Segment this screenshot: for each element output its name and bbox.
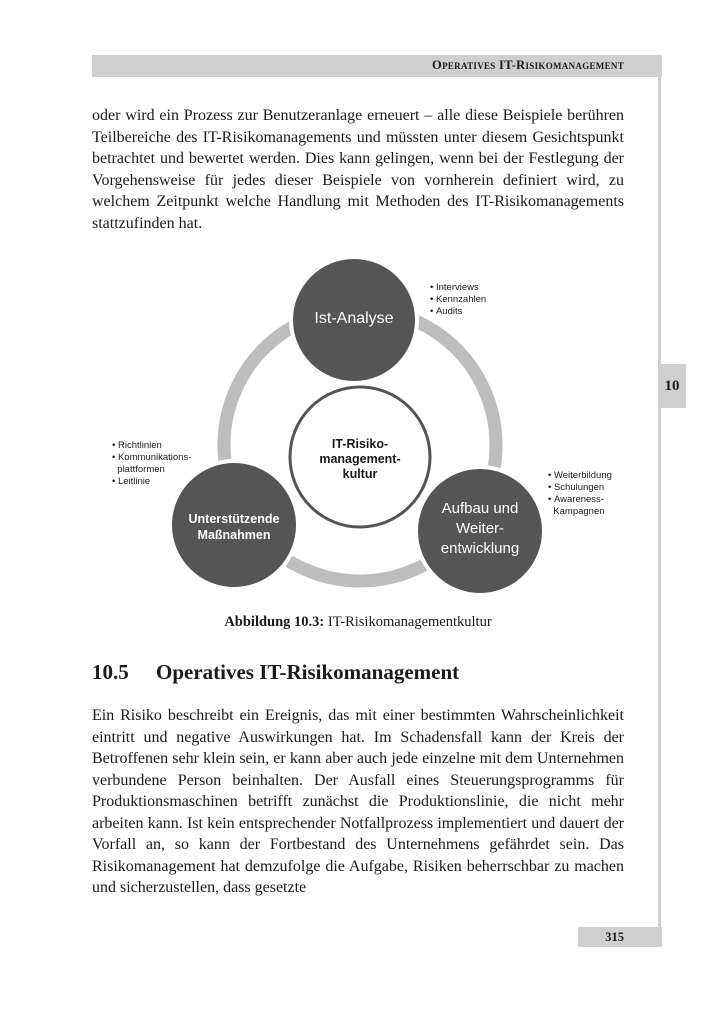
left-circle-label-line: Maßnahmen <box>197 528 271 542</box>
cycle-diagram-graphics <box>92 255 662 610</box>
bullet-item: • Awareness- <box>548 494 612 506</box>
figure-caption-prefix: Abbildung 10.3: <box>224 614 325 630</box>
top-bullet-list <box>430 282 486 318</box>
bullet-item: • Kommunikations- <box>112 452 191 464</box>
center-label-line: kultur <box>342 467 378 481</box>
bullet-item: • Interviews <box>430 282 486 294</box>
bullet-item-continuation: plattformen <box>117 464 165 475</box>
figure-caption-text: IT-Risikomanagementkultur <box>324 614 492 630</box>
running-header <box>92 55 662 77</box>
section-title: Operatives IT-Risikomanagement <box>156 660 460 684</box>
right-circle-label-line: Weiter- <box>455 520 505 537</box>
left-bullet-list <box>112 440 191 488</box>
body-paragraph: oder wird ein Prozess zur Benutzeranlage erneuert – alle diese Beispiele berühren Teilbereiche des IT-Risikomanagements und müssten unter diesem Gesichtspunkt betrachtet und bewertet werden. Dies kann gelingen, wenn bei der Festlegung der Vorgehensweise für jedes dieser Beispiele von vornherein definiert wird, zu welchem Zeitpunkt welche Handlung mit Methoden des IT-Risikomanagements stattzufinden hat. <box>92 107 624 232</box>
center-circle-label <box>290 437 430 482</box>
bullet-item: • Richtlinien <box>112 440 191 452</box>
section-number: 10.5 <box>92 660 129 684</box>
running-header-title: Operatives IT-Risikomanagement <box>432 58 624 72</box>
left-circle-label-line: Unterstützende <box>188 512 280 526</box>
page-number: 315 <box>605 929 624 944</box>
body-paragraph: Ein Risiko beschreibt ein Ereignis, das mit einer bestimmten Wahrscheinlichkeit eintritt und negative Auswirkungen hat. Im Schadensfall kann der Kreis der Betroffenen sehr klein sein, er kann aber auch jede einzelne mit dem Unternehmen verbundene Person beinhalten. Der Ausfall eines Steuerungsprogramms für Produktionsmaschinen betrifft zunächst die Produktionslinie, die nicht mehr arbeiten kann. Ist kein entsprechender Notfallprozess implementiert und dauert der Vorfall an, so kann der Fortbestand des Unternehmens gefährdet sein. Das Risikomanagement hat demzufolge die Aufgabe, Risiken beherrschbar zu machen und sicherzustellen, dass gesetzte <box>92 707 624 896</box>
bullet-item: • Audits <box>430 306 486 318</box>
bullet-item: • Leitlinie <box>112 476 191 488</box>
chapter-tab: 10 <box>658 364 686 408</box>
page-footer <box>578 927 662 947</box>
right-circle-label-line: Aufbau und <box>441 500 519 517</box>
left-circle-label <box>164 511 304 543</box>
right-circle-label <box>410 499 550 559</box>
right-circle-label-line: entwicklung <box>440 540 520 557</box>
center-label-line: management- <box>319 452 401 466</box>
center-label-line: IT-Risiko- <box>331 437 389 451</box>
cycle-diagram <box>92 255 662 610</box>
section-heading <box>92 660 459 685</box>
figure-caption <box>92 614 624 631</box>
bullet-item-continuation: Kampagnen <box>553 506 605 517</box>
bullet-item: • Schulungen <box>548 482 612 494</box>
bullet-item: • Weiterbildung <box>548 470 612 482</box>
top-circle-label: Ist-Analyse <box>314 310 394 327</box>
right-bullet-list <box>548 470 612 518</box>
bullet-item: • Kennzahlen <box>430 294 486 306</box>
